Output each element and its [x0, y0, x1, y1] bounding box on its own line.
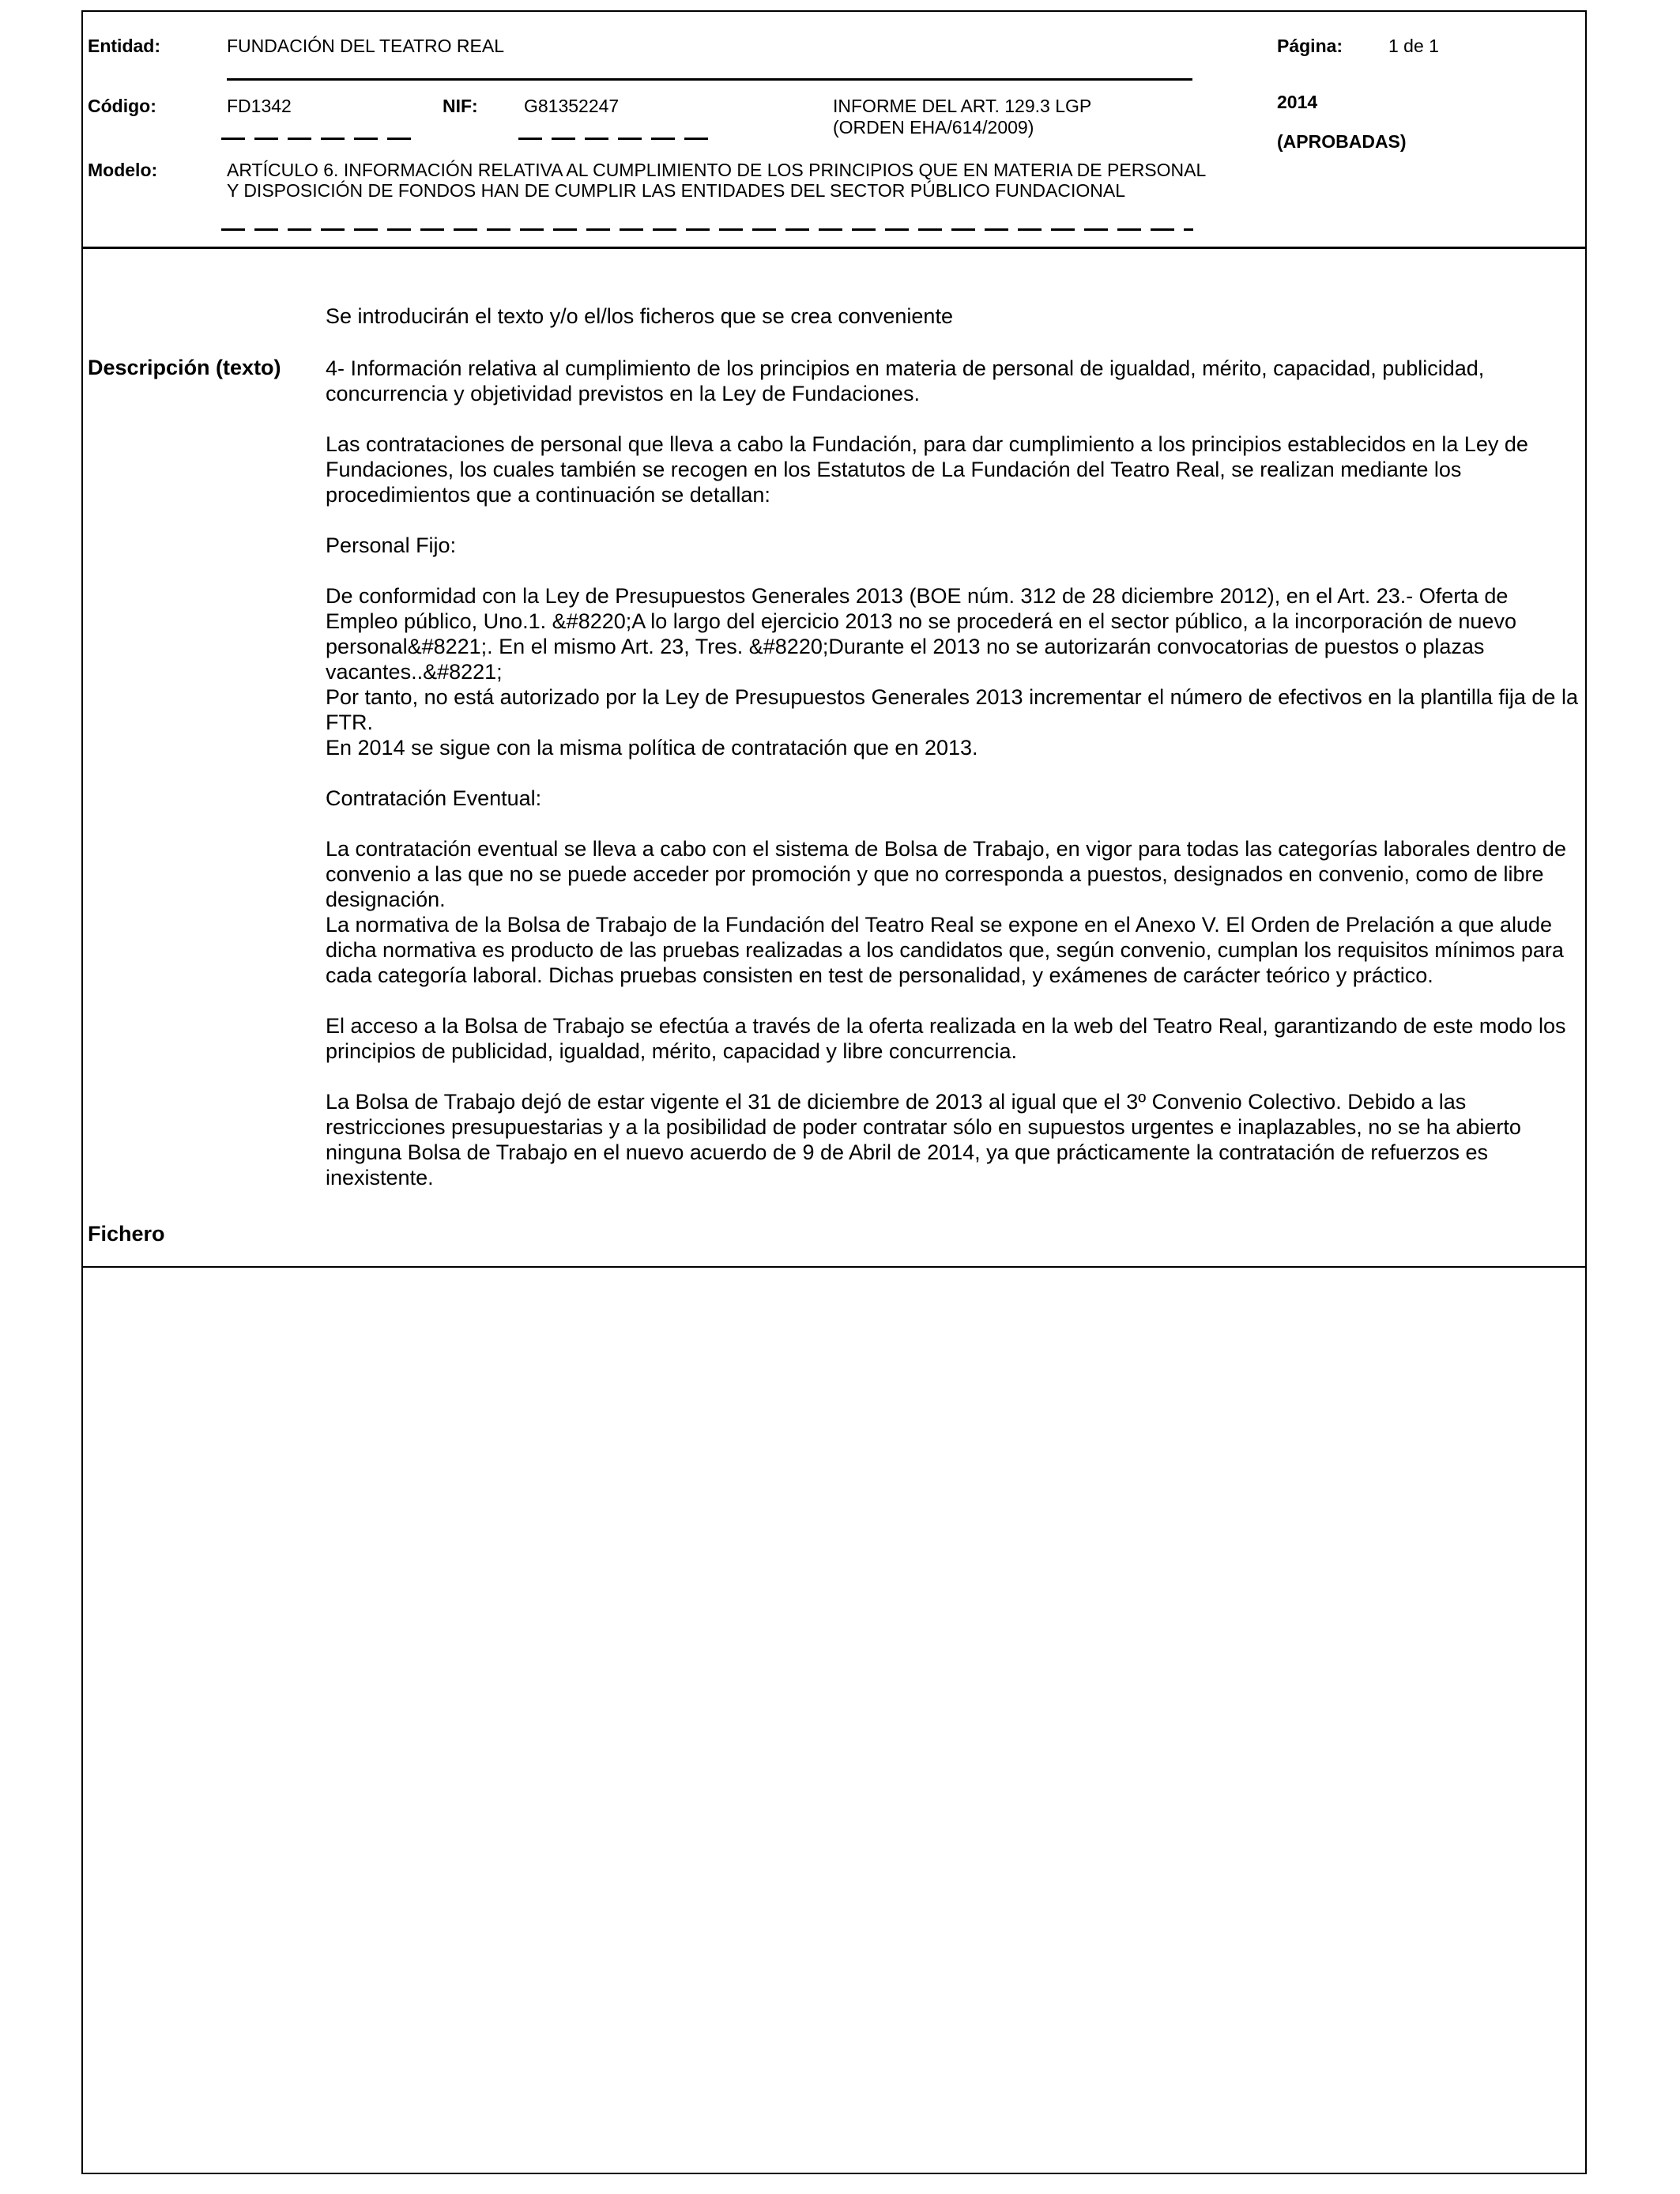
pagina-value: 1 de 1: [1388, 36, 1439, 56]
nif-label: NIF:: [443, 96, 478, 116]
descripcion-label: Descripción (texto): [88, 356, 281, 379]
pagina-label: Página:: [1277, 36, 1343, 56]
header-divider: [81, 247, 1587, 249]
informe-line2: (ORDEN EHA/614/2009): [833, 117, 1034, 138]
paragraph-normativa-bolsa: La normativa de la Bolsa de Trabajo de la Fundación del Teatro Real se expone en el Anexo V. El Orden de Prelación a que alude dicha normativa es producto de las pruebas realizadas a los candidatos que, según convenio, cumplan los requisitos mínimos para cada categoría laboral. Dichas pruebas consisten en test de personalidad, y exámenes de carácter teórico y práctico.: [326, 913, 1564, 987]
fichero-label: Fichero: [88, 1222, 165, 1246]
heading-personal-fijo: Personal Fijo:: [326, 533, 457, 557]
paragraph-por-tanto: Por tanto, no está autorizado por la Ley de Presupuestos Generales 2013 incrementar el número de efectivos en la plantilla fija de la FTR.: [326, 685, 1578, 734]
informe-line1: INFORME DEL ART. 129.3 LGP: [833, 96, 1092, 116]
report-status: (APROBADAS): [1277, 131, 1407, 152]
paragraph-info-principios: 4- Información relativa al cumplimiento de los principios en materia de personal de igualdad, mérito, capacidad, publicidad, concurrencia y objetividad previstos en la Ley de Fundaciones.: [326, 356, 1485, 405]
heading-contratacion-eventual: Contratación Eventual:: [326, 786, 542, 810]
nif-underline: [518, 138, 718, 140]
modelo-value: ARTÍCULO 6. INFORMACIÓN RELATIVA AL CUMPLIMIENTO DE LOS PRINCIPIOS QUE EN MATERIA DE PERSONAL Y DISPOSICIÓN DE FONDOS HAN DE CUMPLIR LAS ENTIDADES DEL SECTOR PÚBLICO FUNDACIONAL: [227, 160, 1206, 201]
modelo-label: Modelo:: [88, 160, 158, 180]
nif-value: G81352247: [524, 96, 620, 116]
section-divider: [81, 1266, 1587, 1268]
paragraph-contrataciones: Las contrataciones de personal que lleva a cabo la Fundación, para dar cumplimiento a los principios establecidos en la Ley de Fundaciones, los cuales también se recogen en los Estatutos de La Fundación del Teatro Real, se realizan mediante los procedimientos que a continuación se detallan:: [326, 432, 1528, 507]
codigo-value: FD1342: [227, 96, 292, 116]
paragraph-bolsa-trabajo: La contratación eventual se lleva a cabo con el sistema de Bolsa de Trabajo, en vigor para todas las categorías laborales dentro de convenio a las que no se puede acceder por promoción y que no corresponda a puestos, designados en convenio, como de libre designación.: [326, 837, 1566, 911]
report-year: 2014: [1277, 92, 1318, 112]
entidad-label: Entidad:: [88, 36, 160, 56]
paragraph-bolsa-vigencia: La Bolsa de Trabajo dejó de estar vigente el 31 de diciembre de 2013 al igual que el 3º Convenio Colectivo. Debido a las restricciones presupuestarias y a la posibilidad de poder contratar sólo en supuestos urgentes e inaplazables, no se ha abierto ninguna Bolsa de Trabajo en el nuevo acuerdo de 9 de Abril de 2014, ya que prácticamente la contratación de refuerzos es inexistente.: [326, 1090, 1521, 1189]
modelo-underline: [221, 228, 1193, 231]
descripcion-body: [326, 356, 1580, 1216]
paragraph-ley-presupuestos: De conformidad con la Ley de Presupuestos Generales 2013 (BOE núm. 312 de 28 diciembre 2012), en el Art. 23.- Oferta de Empleo público, Uno.1. &#8220;A lo largo del ejercicio 2013 no se procederá en el sector público, a la incorporación de nuevo personal&#8221;. En el mismo Art. 23, Tres. &#8220;Durante el 2013 no se autorizarán convocatorias de puestos o plazas vacantes..&#8221;: [326, 584, 1516, 684]
entidad-underline: [227, 78, 1192, 81]
paragraph-politica-2014: En 2014 se sigue con la misma política de contratación que en 2013.: [326, 736, 978, 760]
codigo-label: Código:: [88, 96, 156, 116]
intro-text: Se introducirán el texto y/o el/los ficheros que se crea conveniente: [326, 304, 953, 328]
paragraph-acceso-bolsa: El acceso a la Bolsa de Trabajo se efectúa a través de la oferta realizada en la web del Teatro Real, garantizando de este modo los principios de publicidad, igualdad, mérito, capacidad y libre concurrencia.: [326, 1014, 1566, 1063]
codigo-underline: [221, 138, 420, 140]
entidad-value: FUNDACIÓN DEL TEATRO REAL: [227, 36, 505, 56]
